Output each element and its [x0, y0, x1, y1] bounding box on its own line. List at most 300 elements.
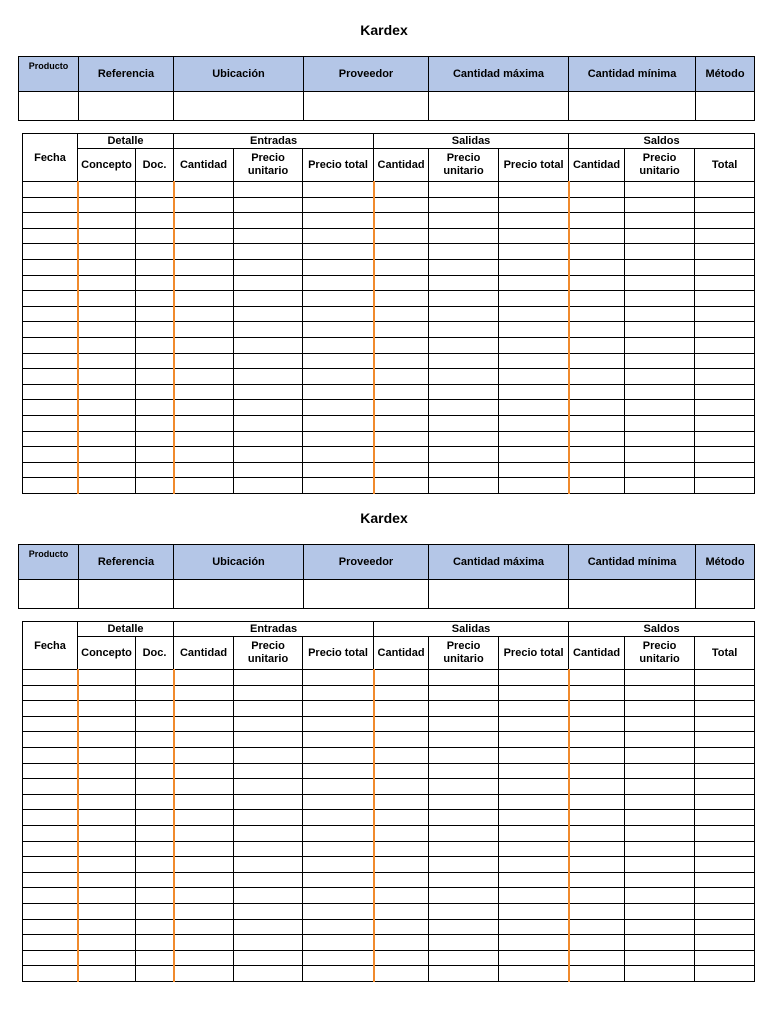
ledger-cell[interactable] — [569, 810, 625, 826]
ledger-cell[interactable] — [23, 400, 78, 416]
ledger-cell[interactable] — [625, 431, 695, 447]
ledger-cell[interactable] — [174, 275, 234, 291]
ledger-cell[interactable] — [695, 384, 755, 400]
ledger-cell[interactable] — [234, 903, 303, 919]
ledger-cell[interactable] — [174, 888, 234, 904]
ledger-cell[interactable] — [569, 716, 625, 732]
ledger-cell[interactable] — [174, 841, 234, 857]
ledger-cell[interactable] — [303, 384, 374, 400]
ledger-cell[interactable] — [499, 794, 569, 810]
ledger-cell[interactable] — [174, 182, 234, 198]
ledger-cell[interactable] — [23, 369, 78, 385]
ledger-cell[interactable] — [625, 841, 695, 857]
ledger-cell[interactable] — [625, 259, 695, 275]
ledger-cell[interactable] — [23, 322, 78, 338]
ledger-cell[interactable] — [569, 213, 625, 229]
ledger-cell[interactable] — [174, 213, 234, 229]
ledger-cell[interactable] — [374, 197, 429, 213]
ledger-cell[interactable] — [234, 337, 303, 353]
ledger-cell[interactable] — [499, 337, 569, 353]
ledger-cell[interactable] — [569, 244, 625, 260]
ledger-cell[interactable] — [374, 384, 429, 400]
ledger-cell[interactable] — [499, 919, 569, 935]
ledger-cell[interactable] — [429, 244, 499, 260]
ledger-cell[interactable] — [695, 935, 755, 951]
ledger-cell[interactable] — [23, 841, 78, 857]
ledger-cell[interactable] — [499, 747, 569, 763]
ledger-cell[interactable] — [78, 966, 136, 982]
ledger-cell[interactable] — [695, 337, 755, 353]
ledger-cell[interactable] — [569, 872, 625, 888]
proveedor-value-cell[interactable] — [304, 92, 429, 121]
ledger-cell[interactable] — [23, 670, 78, 686]
ledger-cell[interactable] — [499, 670, 569, 686]
cantidad-maxima-value-cell[interactable] — [429, 580, 569, 609]
ledger-cell[interactable] — [303, 353, 374, 369]
ledger-cell[interactable] — [499, 275, 569, 291]
ledger-cell[interactable] — [374, 685, 429, 701]
ledger-cell[interactable] — [78, 903, 136, 919]
ledger-cell[interactable] — [499, 447, 569, 463]
ledger-cell[interactable] — [23, 291, 78, 307]
ledger-cell[interactable] — [174, 825, 234, 841]
ledger-cell[interactable] — [23, 903, 78, 919]
ledger-cell[interactable] — [429, 872, 499, 888]
ledger-cell[interactable] — [136, 888, 174, 904]
ledger-cell[interactable] — [429, 966, 499, 982]
ledger-cell[interactable] — [695, 228, 755, 244]
ledger-cell[interactable] — [569, 228, 625, 244]
ledger-cell[interactable] — [136, 228, 174, 244]
ledger-cell[interactable] — [136, 872, 174, 888]
ledger-cell[interactable] — [499, 322, 569, 338]
ledger-cell[interactable] — [234, 935, 303, 951]
ledger-cell[interactable] — [303, 966, 374, 982]
producto-value-cell[interactable] — [19, 92, 79, 121]
ledger-cell[interactable] — [136, 935, 174, 951]
referencia-value-cell[interactable] — [79, 580, 174, 609]
ledger-cell[interactable] — [234, 841, 303, 857]
ledger-cell[interactable] — [695, 415, 755, 431]
ledger-cell[interactable] — [499, 415, 569, 431]
ledger-cell[interactable] — [374, 732, 429, 748]
ledger-cell[interactable] — [78, 857, 136, 873]
ledger-cell[interactable] — [234, 415, 303, 431]
ledger-cell[interactable] — [23, 950, 78, 966]
ledger-cell[interactable] — [695, 857, 755, 873]
ledger-cell[interactable] — [429, 322, 499, 338]
ledger-cell[interactable] — [429, 275, 499, 291]
ledger-cell[interactable] — [303, 244, 374, 260]
ledger-cell[interactable] — [625, 763, 695, 779]
ledger-cell[interactable] — [374, 716, 429, 732]
ledger-cell[interactable] — [234, 462, 303, 478]
ledger-cell[interactable] — [23, 701, 78, 717]
ledger-cell[interactable] — [234, 966, 303, 982]
ledger-cell[interactable] — [23, 384, 78, 400]
ledger-cell[interactable] — [429, 259, 499, 275]
ledger-cell[interactable] — [695, 322, 755, 338]
ledger-cell[interactable] — [78, 369, 136, 385]
ledger-cell[interactable] — [136, 685, 174, 701]
ledger-cell[interactable] — [499, 306, 569, 322]
ledger-cell[interactable] — [429, 685, 499, 701]
metodo-value-cell[interactable] — [696, 580, 755, 609]
ledger-cell[interactable] — [303, 919, 374, 935]
ledger-cell[interactable] — [374, 431, 429, 447]
ledger-cell[interactable] — [695, 841, 755, 857]
ledger-cell[interactable] — [23, 275, 78, 291]
ledger-cell[interactable] — [625, 415, 695, 431]
ledger-cell[interactable] — [695, 291, 755, 307]
ledger-cell[interactable] — [23, 244, 78, 260]
ledger-cell[interactable] — [499, 935, 569, 951]
ledger-cell[interactable] — [234, 701, 303, 717]
ledger-cell[interactable] — [695, 431, 755, 447]
ledger-cell[interactable] — [234, 685, 303, 701]
ledger-cell[interactable] — [303, 685, 374, 701]
ledger-cell[interactable] — [695, 400, 755, 416]
ledger-cell[interactable] — [174, 779, 234, 795]
ledger-cell[interactable] — [569, 903, 625, 919]
ledger-cell[interactable] — [23, 763, 78, 779]
ledger-cell[interactable] — [174, 747, 234, 763]
ledger-cell[interactable] — [78, 259, 136, 275]
ledger-cell[interactable] — [303, 337, 374, 353]
ledger-cell[interactable] — [23, 182, 78, 198]
ledger-cell[interactable] — [23, 888, 78, 904]
ledger-cell[interactable] — [78, 306, 136, 322]
ledger-cell[interactable] — [569, 888, 625, 904]
ledger-cell[interactable] — [695, 903, 755, 919]
ledger-cell[interactable] — [136, 353, 174, 369]
ledger-cell[interactable] — [499, 950, 569, 966]
ledger-cell[interactable] — [234, 182, 303, 198]
ledger-cell[interactable] — [78, 291, 136, 307]
ledger-cell[interactable] — [429, 763, 499, 779]
ledger-cell[interactable] — [234, 259, 303, 275]
ledger-cell[interactable] — [499, 182, 569, 198]
ledger-cell[interactable] — [234, 794, 303, 810]
ledger-cell[interactable] — [429, 747, 499, 763]
ledger-cell[interactable] — [499, 213, 569, 229]
ledger-cell[interactable] — [234, 400, 303, 416]
ledger-cell[interactable] — [569, 732, 625, 748]
ledger-cell[interactable] — [303, 670, 374, 686]
ledger-cell[interactable] — [374, 966, 429, 982]
ledger-cell[interactable] — [78, 275, 136, 291]
ledger-cell[interactable] — [695, 732, 755, 748]
ledger-cell[interactable] — [303, 291, 374, 307]
ledger-cell[interactable] — [429, 462, 499, 478]
ledger-cell[interactable] — [136, 950, 174, 966]
ledger-cell[interactable] — [303, 400, 374, 416]
ledger-cell[interactable] — [303, 213, 374, 229]
ledger-cell[interactable] — [625, 935, 695, 951]
ledger-cell[interactable] — [174, 228, 234, 244]
ledger-cell[interactable] — [625, 306, 695, 322]
ledger-cell[interactable] — [234, 763, 303, 779]
ledger-cell[interactable] — [429, 935, 499, 951]
ledger-cell[interactable] — [569, 306, 625, 322]
ledger-cell[interactable] — [625, 244, 695, 260]
ledger-cell[interactable] — [625, 966, 695, 982]
proveedor-value-cell[interactable] — [304, 580, 429, 609]
ledger-cell[interactable] — [136, 197, 174, 213]
ledger-cell[interactable] — [569, 462, 625, 478]
ledger-cell[interactable] — [234, 810, 303, 826]
ledger-cell[interactable] — [78, 888, 136, 904]
ledger-cell[interactable] — [303, 431, 374, 447]
ubicacion-value-cell[interactable] — [174, 580, 304, 609]
ledger-cell[interactable] — [695, 919, 755, 935]
ledger-cell[interactable] — [303, 794, 374, 810]
ledger-cell[interactable] — [303, 841, 374, 857]
ledger-cell[interactable] — [695, 369, 755, 385]
ledger-cell[interactable] — [78, 353, 136, 369]
ledger-cell[interactable] — [78, 400, 136, 416]
ledger-cell[interactable] — [78, 935, 136, 951]
ledger-cell[interactable] — [499, 857, 569, 873]
ledger-cell[interactable] — [174, 685, 234, 701]
ledger-cell[interactable] — [625, 447, 695, 463]
ledger-cell[interactable] — [303, 810, 374, 826]
ledger-cell[interactable] — [625, 384, 695, 400]
ledger-cell[interactable] — [136, 415, 174, 431]
ledger-cell[interactable] — [429, 431, 499, 447]
ledger-cell[interactable] — [23, 966, 78, 982]
ledger-cell[interactable] — [695, 685, 755, 701]
ledger-cell[interactable] — [429, 400, 499, 416]
ledger-cell[interactable] — [499, 810, 569, 826]
ledger-cell[interactable] — [78, 919, 136, 935]
ledger-cell[interactable] — [303, 259, 374, 275]
ledger-cell[interactable] — [234, 353, 303, 369]
ledger-cell[interactable] — [78, 197, 136, 213]
ledger-cell[interactable] — [23, 779, 78, 795]
ledger-cell[interactable] — [136, 825, 174, 841]
ledger-cell[interactable] — [303, 779, 374, 795]
ledger-cell[interactable] — [625, 685, 695, 701]
ledger-cell[interactable] — [136, 275, 174, 291]
ledger-cell[interactable] — [78, 384, 136, 400]
ledger-cell[interactable] — [23, 259, 78, 275]
ledger-cell[interactable] — [234, 197, 303, 213]
ledger-cell[interactable] — [625, 716, 695, 732]
ledger-cell[interactable] — [174, 244, 234, 260]
ledger-cell[interactable] — [569, 763, 625, 779]
ledger-cell[interactable] — [499, 825, 569, 841]
ledger-cell[interactable] — [625, 888, 695, 904]
ledger-cell[interactable] — [136, 763, 174, 779]
ledger-cell[interactable] — [374, 400, 429, 416]
ledger-cell[interactable] — [625, 872, 695, 888]
ledger-cell[interactable] — [136, 841, 174, 857]
ledger-cell[interactable] — [234, 431, 303, 447]
ledger-cell[interactable] — [234, 213, 303, 229]
ledger-cell[interactable] — [695, 763, 755, 779]
cantidad-maxima-value-cell[interactable] — [429, 92, 569, 121]
ledger-cell[interactable] — [78, 716, 136, 732]
ledger-cell[interactable] — [374, 322, 429, 338]
ledger-cell[interactable] — [174, 966, 234, 982]
ledger-cell[interactable] — [23, 872, 78, 888]
ledger-cell[interactable] — [499, 259, 569, 275]
ledger-cell[interactable] — [78, 337, 136, 353]
ledger-cell[interactable] — [374, 228, 429, 244]
ledger-cell[interactable] — [78, 228, 136, 244]
ledger-cell[interactable] — [303, 935, 374, 951]
ledger-cell[interactable] — [625, 322, 695, 338]
ledger-cell[interactable] — [429, 794, 499, 810]
ledger-cell[interactable] — [695, 275, 755, 291]
ledger-cell[interactable] — [23, 197, 78, 213]
ledger-cell[interactable] — [303, 747, 374, 763]
ledger-cell[interactable] — [174, 794, 234, 810]
ledger-cell[interactable] — [78, 950, 136, 966]
ledger-cell[interactable] — [23, 825, 78, 841]
ledger-cell[interactable] — [374, 353, 429, 369]
ledger-cell[interactable] — [374, 182, 429, 198]
ledger-cell[interactable] — [499, 966, 569, 982]
ledger-cell[interactable] — [625, 353, 695, 369]
ledger-cell[interactable] — [136, 716, 174, 732]
ledger-cell[interactable] — [499, 779, 569, 795]
ledger-cell[interactable] — [23, 716, 78, 732]
ledger-cell[interactable] — [625, 950, 695, 966]
ledger-cell[interactable] — [136, 903, 174, 919]
ledger-cell[interactable] — [174, 670, 234, 686]
ledger-cell[interactable] — [429, 228, 499, 244]
ledger-cell[interactable] — [174, 259, 234, 275]
ledger-cell[interactable] — [303, 857, 374, 873]
ledger-cell[interactable] — [499, 732, 569, 748]
ledger-cell[interactable] — [374, 794, 429, 810]
ledger-cell[interactable] — [78, 685, 136, 701]
ledger-cell[interactable] — [78, 431, 136, 447]
ledger-cell[interactable] — [78, 794, 136, 810]
ledger-cell[interactable] — [499, 903, 569, 919]
ledger-cell[interactable] — [374, 950, 429, 966]
ledger-cell[interactable] — [303, 275, 374, 291]
ledger-cell[interactable] — [303, 462, 374, 478]
ledger-cell[interactable] — [303, 228, 374, 244]
ledger-cell[interactable] — [174, 197, 234, 213]
ledger-cell[interactable] — [136, 213, 174, 229]
ledger-cell[interactable] — [374, 810, 429, 826]
ledger-cell[interactable] — [374, 369, 429, 385]
ledger-cell[interactable] — [569, 935, 625, 951]
ledger-cell[interactable] — [23, 337, 78, 353]
ledger-cell[interactable] — [303, 763, 374, 779]
ledger-cell[interactable] — [499, 244, 569, 260]
ledger-cell[interactable] — [303, 701, 374, 717]
ledger-cell[interactable] — [136, 701, 174, 717]
ledger-cell[interactable] — [569, 182, 625, 198]
ledger-cell[interactable] — [303, 950, 374, 966]
ledger-cell[interactable] — [234, 447, 303, 463]
ledger-cell[interactable] — [174, 919, 234, 935]
ledger-cell[interactable] — [695, 462, 755, 478]
ledger-cell[interactable] — [499, 197, 569, 213]
ledger-cell[interactable] — [429, 903, 499, 919]
ledger-cell[interactable] — [174, 400, 234, 416]
ledger-cell[interactable] — [429, 197, 499, 213]
ledger-cell[interactable] — [625, 732, 695, 748]
ledger-cell[interactable] — [136, 447, 174, 463]
ledger-cell[interactable] — [234, 747, 303, 763]
ledger-cell[interactable] — [569, 322, 625, 338]
ledger-cell[interactable] — [374, 259, 429, 275]
ledger-cell[interactable] — [429, 732, 499, 748]
ledger-cell[interactable] — [23, 919, 78, 935]
ledger-cell[interactable] — [136, 369, 174, 385]
ledger-cell[interactable] — [78, 462, 136, 478]
ledger-cell[interactable] — [174, 291, 234, 307]
ledger-cell[interactable] — [78, 779, 136, 795]
ledger-cell[interactable] — [136, 966, 174, 982]
ledger-cell[interactable] — [695, 966, 755, 982]
ledger-cell[interactable] — [374, 447, 429, 463]
ledger-cell[interactable] — [569, 431, 625, 447]
ledger-cell[interactable] — [695, 213, 755, 229]
ledger-cell[interactable] — [234, 732, 303, 748]
ledger-cell[interactable] — [569, 841, 625, 857]
ledger-cell[interactable] — [374, 779, 429, 795]
ledger-cell[interactable] — [136, 400, 174, 416]
ledger-cell[interactable] — [136, 337, 174, 353]
cantidad-minima-value-cell[interactable] — [569, 580, 696, 609]
ledger-cell[interactable] — [234, 825, 303, 841]
ledger-cell[interactable] — [78, 810, 136, 826]
ledger-cell[interactable] — [234, 291, 303, 307]
ledger-cell[interactable] — [136, 462, 174, 478]
ledger-cell[interactable] — [78, 322, 136, 338]
ledger-cell[interactable] — [695, 670, 755, 686]
ledger-cell[interactable] — [303, 197, 374, 213]
ledger-cell[interactable] — [136, 779, 174, 795]
ledger-cell[interactable] — [499, 462, 569, 478]
ledger-cell[interactable] — [569, 747, 625, 763]
ledger-cell[interactable] — [174, 353, 234, 369]
ledger-cell[interactable] — [499, 228, 569, 244]
ledger-cell[interactable] — [303, 415, 374, 431]
ledger-cell[interactable] — [695, 259, 755, 275]
ledger-cell[interactable] — [303, 306, 374, 322]
ledger-cell[interactable] — [625, 182, 695, 198]
ledger-cell[interactable] — [174, 810, 234, 826]
ledger-cell[interactable] — [374, 337, 429, 353]
ledger-cell[interactable] — [23, 431, 78, 447]
ledger-cell[interactable] — [429, 447, 499, 463]
ledger-cell[interactable] — [429, 841, 499, 857]
ledger-cell[interactable] — [234, 244, 303, 260]
ledger-cell[interactable] — [499, 888, 569, 904]
ledger-cell[interactable] — [23, 732, 78, 748]
ledger-cell[interactable] — [234, 716, 303, 732]
ledger-cell[interactable] — [374, 903, 429, 919]
ledger-cell[interactable] — [136, 794, 174, 810]
referencia-value-cell[interactable] — [79, 92, 174, 121]
ledger-cell[interactable] — [695, 810, 755, 826]
ledger-cell[interactable] — [234, 306, 303, 322]
ledger-cell[interactable] — [234, 322, 303, 338]
ledger-cell[interactable] — [234, 888, 303, 904]
ledger-cell[interactable] — [23, 747, 78, 763]
ledger-cell[interactable] — [174, 337, 234, 353]
ledger-cell[interactable] — [234, 919, 303, 935]
ledger-cell[interactable] — [374, 213, 429, 229]
